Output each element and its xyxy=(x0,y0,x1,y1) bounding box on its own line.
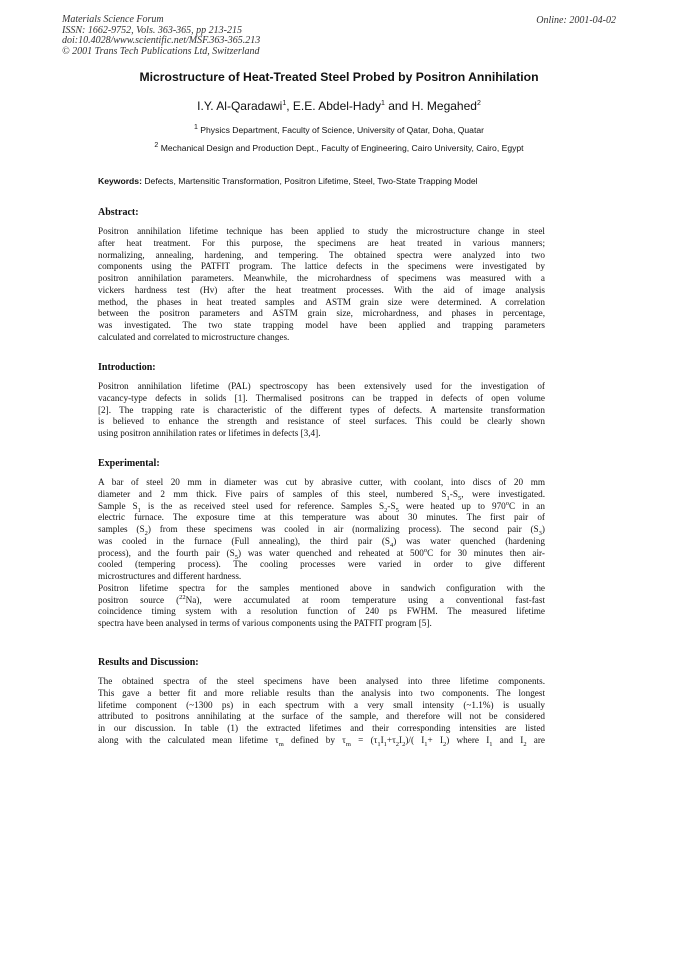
abstract-line: calculated and correlated to microstructure changes. xyxy=(98,331,290,342)
author-separator: and xyxy=(384,99,412,113)
experimental-line: spectra have been analysed in terms of various components using the PATFIT program [5]. xyxy=(98,618,432,628)
abstract-line: Positron annihilation lifetime technique has been applied to study the microstructure change in steel xyxy=(98,226,545,236)
abstract-line: method, the phases in heat treated samples and ASTM grain size were determined. A correlation xyxy=(98,296,545,307)
experimental-line: process), and the fourth pair $(S_5)$ was water quenched and reheated at 500$^o$C for 30 minutes then air- xyxy=(98,546,545,561)
paper-title: Microstructure of Heat-Treated Steel Probed by Positron Annihilation xyxy=(139,70,539,84)
affiliation-2-text: Mechanical Design and Production Dept., Faculty of Engineering, Cairo University, Cairo, Egypt xyxy=(160,142,524,153)
results-line: The obtained spectra of the steel specimens have been analysed into three lifetime components. xyxy=(98,676,545,686)
online-date: Online: 2001-04-02 xyxy=(536,15,616,26)
abstract-line: vickers hardness test (Hv) after the heat treatment processes. With the aid of image analysis xyxy=(98,284,545,295)
results-line: lifetime component (~1300 ps) in each spectrum with a very small intensity (~1.1%) is usually xyxy=(98,699,545,710)
experimental-line: Sample $S_1$ is the as received steel used for reference. Samples $S_2-S_5$ were heated up to 970$^o$C in an xyxy=(98,499,545,514)
experimental-line: Positron lifetime spectra for the samples mentioned above in sandwich configuration with the xyxy=(98,582,545,593)
abstract-line: components using the PATFIT program. The lattice defects in the specimens were investigated by xyxy=(98,261,545,272)
abstract-line: normalizing, annealing, hardening, and tempering. The obtained spectra were analyzed into two xyxy=(98,249,545,260)
experimental-line: cooled (tempering process). The cooling processes were varied in order to give different xyxy=(98,559,545,570)
journal-metadata xyxy=(62,15,260,57)
affiliation-1 xyxy=(0,124,678,135)
results-line: in our discussion. In table (1) the extracted lifetimes and their corresponding intensities are listed xyxy=(98,723,545,733)
author-list xyxy=(0,99,678,113)
introduction-line: vacancy-type defects in solids [1]. Thermalised positrons can be trapped in defects of open volume xyxy=(98,392,545,403)
journal-name: Materials Science Forum xyxy=(62,14,164,25)
experimental-line: coincidence timing system with a resolution function of 240 ps FWHM. The measured lifetime xyxy=(98,606,545,617)
abstract-line: between the positron parameters and ASTM grain size, microhardness, and phases in percentage, xyxy=(98,308,545,319)
author-1-affiliation-mark: 1 xyxy=(282,100,287,107)
author-3-affiliation-mark: 2 xyxy=(476,100,481,107)
introduction-line: Positron annihilation lifetime (PAL) spectroscopy has been extensively used for the investigation of xyxy=(98,381,545,391)
experimental-heading: Experimental: xyxy=(98,458,160,469)
affiliation-1-mark: 1 xyxy=(193,124,198,131)
introduction-line: [2]. The trapping rate is characteristic of the different types of defects. A martensite transformation xyxy=(98,404,545,415)
results-line: This gave a better fit and more reliable results than the analysis into two components. The longest xyxy=(98,687,545,698)
abstract-heading: Abstract: xyxy=(98,207,139,218)
keywords xyxy=(98,176,568,187)
introduction-body xyxy=(98,381,545,440)
abstract-body xyxy=(98,226,545,344)
issn-line: ISSN: 1662-9752, Vols. 363-365, pp 213-215 xyxy=(62,24,242,36)
experimental-line: diameter and 2 mm thick. Five pairs of samples of this steel, numbered $S_1-S_5$, were investigated. xyxy=(98,488,545,502)
doi-line[interactable]: doi:10.4028/www.scientific.net/MSF.363-365.213 xyxy=(62,35,261,47)
experimental-line: was cooled in the furnace (Full annealing), the third pair $(S_4)$ was water quenched (hardening xyxy=(98,535,546,549)
introduction-heading: Introduction: xyxy=(98,362,156,373)
author-separator: , xyxy=(286,99,293,113)
affiliation-1-text: Physics Department, Faculty of Science, University of Qatar, Doha, Quatar xyxy=(200,124,484,135)
results-heading: Results and Discussion: xyxy=(98,657,199,668)
experimental-line: electric furnace. The exposure time at this temperature was about 30 minutes. The first pair of xyxy=(98,512,545,523)
keywords-label: Keywords: xyxy=(98,176,142,186)
results-body xyxy=(98,676,545,747)
introduction-line: using positron annihilation rates or lifetimes in defects [3,4]. xyxy=(98,428,321,438)
introduction-line: is believed to enhance the strength and resistance of steel surfaces. This could be clearly shown xyxy=(98,416,545,427)
results-line: attributed to positrons annihilating at the surface of the sample, and therefore will not be considered xyxy=(98,711,545,722)
abstract-line: positron annihilation parameters. Meanwhile, the microhardness of specimens was measured with a xyxy=(98,273,545,283)
author-1: I.Y. Al-Qaradawi xyxy=(197,99,283,113)
experimental-line: A bar of steel 20 mm in diameter was cut by abrasive cutter, with coolant, into discs of 20 mm xyxy=(98,477,545,487)
author-2-affiliation-mark: 1 xyxy=(380,100,385,107)
author-2: E.E. Abdel-Hady xyxy=(292,99,381,113)
copyright-line: © 2001 Trans Tech Publications Ltd, Switzerland xyxy=(62,45,260,57)
experimental-line: microstructures and different hardness. xyxy=(98,571,242,581)
abstract-line: was investigated. The two state trapping model have been applied and trapping parameters xyxy=(98,320,545,330)
keywords-text: Defects, Martensitic Transformation, Positron Lifetime, Steel, Two-State Trapping Model xyxy=(144,176,478,186)
affiliation-2 xyxy=(0,142,678,153)
results-line: along with the calculated mean lifetime $\tau_m$ defined by $\tau_m = (\tau_1I_1+\tau_2I_2)/$( $I_1+ I_2$) where $I_1$ and $I_2$ are xyxy=(98,734,546,748)
experimental-line: samples $(S_2)$ from these specimens was cooled in air (normalizing process). The second pair $(S_3)$ xyxy=(98,524,545,537)
abstract-line: after heat treatment. For this purpose, the specimens are heat treated in various manners; xyxy=(98,237,545,248)
author-3: H. Megahed xyxy=(411,99,477,113)
affiliation-2-mark: 2 xyxy=(154,142,159,149)
experimental-line: positron source ($^{22}$Na), were accumulated at room temperature using a conventional fast-fast xyxy=(98,593,546,605)
experimental-body xyxy=(98,477,545,630)
